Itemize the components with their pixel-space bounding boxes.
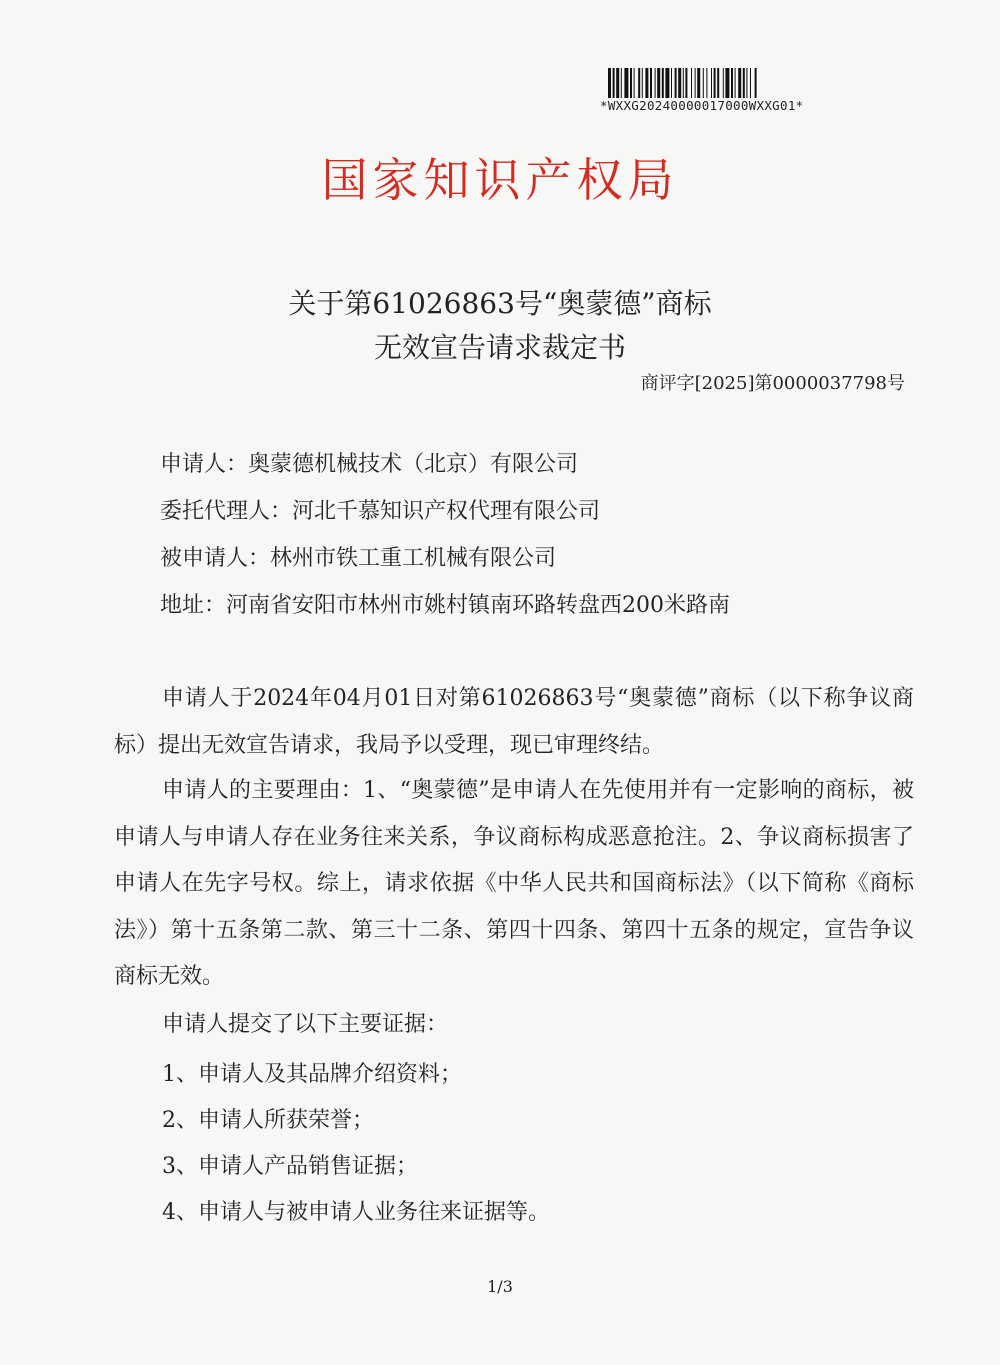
agent: 委托代理人：河北千慕知识产权代理有限公司: [160, 499, 601, 524]
applicant: 申请人：奥蒙德机械技术（北京）有限公司: [160, 452, 579, 477]
body-paragraph: 申请人提交了以下主要证据：: [162, 1012, 449, 1037]
document-number: 商评字[2025]第0000037798号: [640, 373, 905, 394]
respondent: 被申请人：林州市铁工重工机械有限公司: [160, 546, 557, 571]
barcode: [608, 68, 868, 98]
evidence-item: 2、申请人所获荣誉；: [162, 1108, 374, 1133]
body-paragraph: 申请人于2024年04月01日对第61026863号“奥蒙德”商标（以下称争议商标）提出无效宣告请求，我局予以受理，现已审理终结。: [114, 686, 914, 758]
document-title-line-1: 关于第61026863号“奥蒙德”商标: [288, 287, 712, 320]
office-title: 国家知识产权局: [321, 153, 679, 207]
document-title-line-2: 无效宣告请求裁定书: [373, 331, 626, 364]
evidence-item: 1、申请人及其品牌介绍资料；: [162, 1062, 462, 1087]
barcode-text: *WXXG20240000017000WXXG01*: [600, 98, 804, 113]
page-number: 1/3: [487, 1277, 513, 1296]
evidence-item: 3、申请人产品销售证据；: [162, 1154, 418, 1179]
respondent-address: 地址：河南省安阳市林州市姚村镇南环路转盘西200米路南: [160, 593, 730, 618]
body-paragraph: 申请人的主要理由：1、“奥蒙德”是申请人在先使用并有一定影响的商标，被申请人与申请人存在业务往来关系，争议商标构成恶意抢注。2、争议商标损害了申请人在先字号权。综上，请求依据《中华人民共和国商标法》（以下简称《商标法》）第十五条第二款、第三十二条、第四十四条、第四十五条的规定，宣告争议商标无效。: [114, 778, 914, 989]
evidence-item: 4、申请人与被申请人业务往来证据等。: [162, 1200, 550, 1225]
